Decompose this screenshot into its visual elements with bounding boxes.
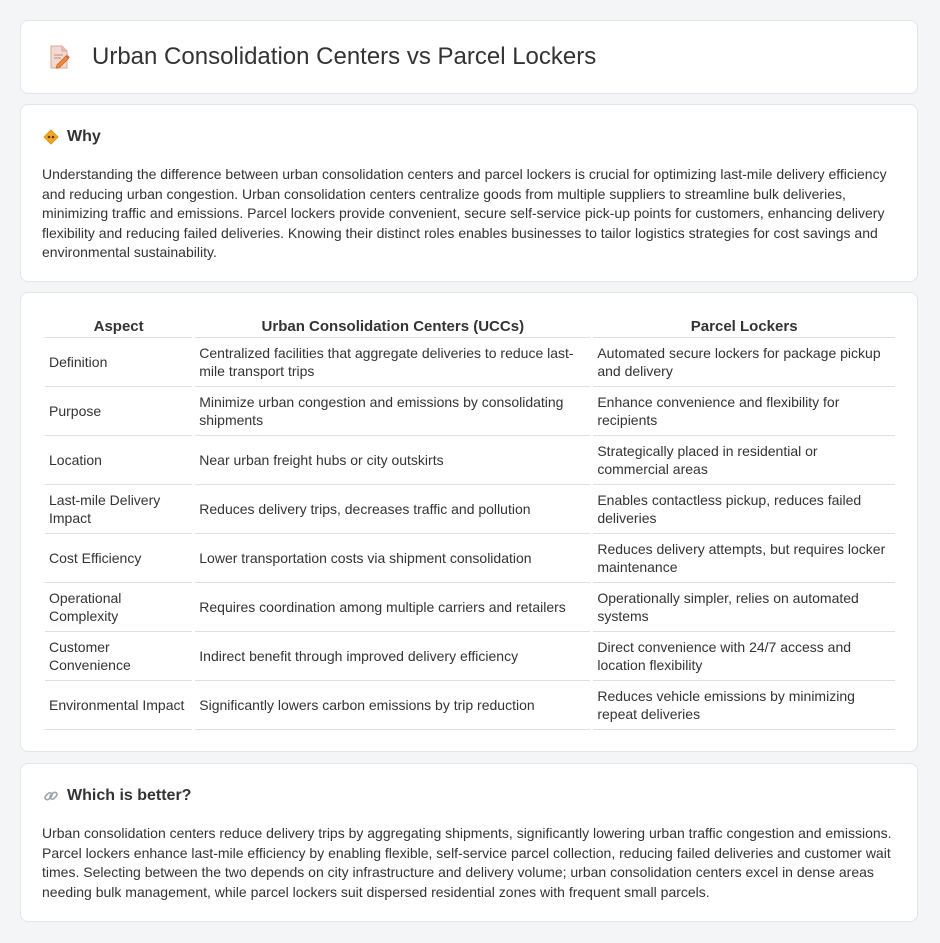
row-ucc-value: Significantly lowers carbon emissions by trip reduction [195,681,590,730]
row-locker-value: Enables contactless pickup, reduces failed deliveries [593,485,895,534]
row-locker-value: Reduces delivery attempts, but requires locker maintenance [593,534,895,583]
why-text: Understanding the difference between urban consolidation centers and parcel lockers is crucial for optimizing last-mile delivery efficiency and reducing urban congestion. Urban consolidation centers centralize goods from multiple suppliers to streamline bulk deliveries, minimizing traffic and emissions. Parcel lockers provide convenient, secure self-service pick-up points for customers, enhancing delivery flexibility and reducing failed deliveries. Knowing their distinct roles enables businesses to tailor logistics strategies for cost savings and environmental sustainability. [42,166,887,261]
why-heading-row [43,128,101,146]
why-section [20,104,918,282]
title-row [46,43,596,71]
table-row [45,485,895,534]
row-locker-value: Direct convenience with 24/7 access and location flexibility [593,632,895,681]
better-heading-row [43,787,191,805]
table-row [45,534,895,583]
row-locker-value: Operationally simpler, relies on automated systems [593,583,895,632]
row-locker-value: Automated secure lockers for package pickup and delivery [593,338,895,387]
row-aspect: Environmental Impact [45,681,192,730]
row-ucc-value: Lower transportation costs via shipment consolidation [195,534,590,583]
row-aspect: Cost Efficiency [45,534,192,583]
row-ucc-value: Reduces delivery trips, decreases traffic and pollution [195,485,590,534]
table-row [45,583,895,632]
table-row [45,338,895,387]
row-locker-value: Enhance convenience and flexibility for recipients [593,387,895,436]
row-aspect: Customer Convenience [45,632,192,681]
row-aspect: Location [45,436,192,485]
row-ucc-value: Minimize urban congestion and emissions by consolidating shipments [195,387,590,436]
row-ucc-value: Indirect benefit through improved delivery efficiency [195,632,590,681]
row-ucc-value: Near urban freight hubs or city outskirts [195,436,590,485]
header-aspect: Aspect [45,315,192,338]
table-row [45,681,895,730]
which-is-better-section [20,763,918,922]
title-card [20,20,918,94]
warning-diamond-icon [43,129,59,145]
row-aspect: Last-mile Delivery Impact [45,485,192,534]
row-locker-value: Reduces vehicle emissions by minimizing repeat deliveries [593,681,895,730]
comparison-table-card [20,292,918,752]
row-ucc-value: Requires coordination among multiple carriers and retailers [195,583,590,632]
header-uccs: Urban Consolidation Centers (UCCs) [195,315,590,338]
page-title: Urban Consolidation Centers vs Parcel Lockers [92,43,597,70]
better-heading: Which is better? [67,787,192,804]
why-heading: Why [67,128,101,145]
table-row [45,632,895,681]
row-aspect: Purpose [45,387,192,436]
header-parcel-lockers: Parcel Lockers [593,315,895,338]
comparison-table [42,315,898,730]
document-pencil-icon [46,44,72,70]
row-locker-value: Strategically placed in residential or commercial areas [593,436,895,485]
better-text: Urban consolidation centers reduce delivery trips by aggregating shipments, significantly lowering urban traffic congestion and emissions. Parcel lockers enhance last-mile efficiency by enabling flexible, self-service parcel collection, reducing failed deliveries and customer wait times. Selecting between the two depends on city infrastructure and delivery volume; urban consolidation centers excel in dense areas needing bulk management, while parcel lockers suit dispersed residential zones with frequent small parcels. [42,825,892,900]
table-row [45,436,895,485]
row-aspect: Definition [45,338,192,387]
row-aspect: Operational Complexity [45,583,192,632]
row-ucc-value: Centralized facilities that aggregate deliveries to reduce last-mile transport trips [195,338,590,387]
table-header-row [45,315,895,338]
link-icon [43,788,59,804]
table-row [45,387,895,436]
